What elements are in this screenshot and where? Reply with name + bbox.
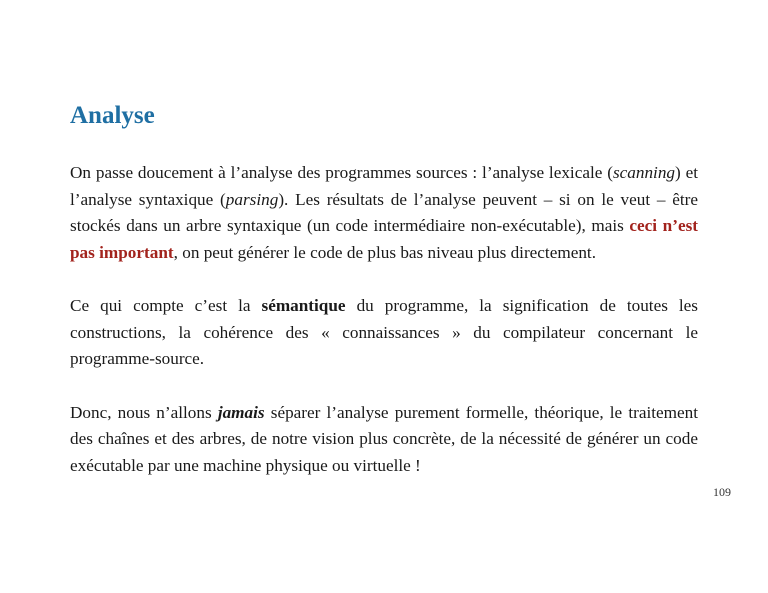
p1-text-3: ). Les résultats de l’analyse peuvent – si on le veut – être stockés dans un arbre syntaxique (un code intermédiaire non-exécutable), mais xyxy=(70,189,698,235)
p3-bold-italic-jamais: jamais xyxy=(217,402,265,422)
p3-text-2: séparer l’analyse purement formelle, théorique, le traitement des chaînes et des arbres, de notre vision plus concrète, de la nécessité de générer un code exécutable par une machine physique ou virtuelle ! xyxy=(70,402,698,475)
p2-text-1: Ce qui compte c’est la xyxy=(70,296,262,315)
p2-text-2: du programme, la signification de toutes les constructions, la cohérence des « connaissances » du compilateur concernant le programme-source. xyxy=(70,296,698,368)
p1-text-1: On passe doucement à l’analyse des programmes sources : l’analyse lexicale ( xyxy=(70,163,613,182)
slide-body xyxy=(70,160,698,506)
paragraph-2 xyxy=(70,293,698,373)
p1-italic-scanning: scanning xyxy=(612,163,676,182)
page-number: 109 xyxy=(713,485,731,499)
p3-text-1: Donc, nous n’allons xyxy=(70,402,218,422)
p1-emphasis: ceci n’est pas important xyxy=(70,216,698,262)
p1-text-4: , on peut générer le code de plus bas niveau plus directement. xyxy=(173,242,597,262)
p1-text-2: ) et l’analyse syntaxique ( xyxy=(70,163,698,209)
p2-bold-semantique: sémantique xyxy=(261,296,346,315)
paragraph-1 xyxy=(70,160,698,266)
paragraph-3 xyxy=(70,400,698,480)
p1-italic-parsing: parsing xyxy=(225,189,279,209)
page-title: Analyse xyxy=(70,102,155,129)
